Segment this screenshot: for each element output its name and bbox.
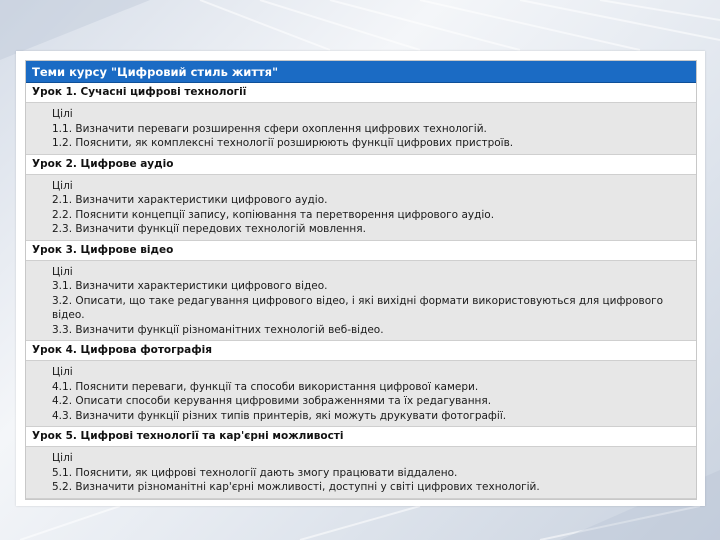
lesson-goals (26, 175, 696, 241)
lessons-list (26, 83, 696, 499)
lesson-goals (26, 361, 696, 427)
goals-label: Цілі (52, 265, 73, 278)
goals-label: Цілі (52, 452, 73, 464)
lesson-title: Урок 4. Цифрова фотографія (26, 341, 696, 361)
lesson-goals (26, 447, 696, 499)
goal-item: 3.3. Визначити функції різноманітних технологій веб-відео. (52, 323, 384, 336)
goal-item: 4.2. Описати способи керування цифровими зображеннями та їх редагування. (52, 395, 492, 407)
lesson-title: Урок 2. Цифрове аудіо (26, 155, 696, 175)
goal-item: 3.1. Визначити характеристики цифрового відео. (52, 280, 328, 292)
goal-item: 1.2. Пояснити, як комплексні технології розширюють функції цифрових пристроїв. (52, 137, 514, 149)
goal-item: 2.3. Визначити функції передових технологій мовлення. (52, 223, 366, 235)
lesson-title: Урок 5. Цифрові технології та кар'єрні можливості (26, 427, 696, 447)
goal-item: 4.1. Пояснити переваги, функції та способи використання цифрової камери. (52, 380, 479, 393)
goal-item: 5.2. Визначити різноманітні кар'єрні можливості, доступні у світі цифрових технологій. (52, 481, 540, 493)
goals-label: Цілі (52, 108, 73, 120)
lesson-title: Урок 3. Цифрове відео (26, 241, 696, 261)
lesson-goals (26, 261, 696, 342)
goal-item: 3.2. Описати, що таке редагування цифрового відео, і які вихідні формати використовуються для цифрового відео. (52, 294, 664, 321)
lesson-title: Урок 1. Сучасні цифрові технології (26, 83, 696, 103)
goal-item: 2.1. Визначити характеристики цифрового аудіо. (52, 194, 328, 206)
goal-item: 5.1. Пояснити, як цифрові технології дають змогу працювати віддалено. (52, 466, 458, 479)
course-topics-table (25, 60, 697, 500)
goal-item: 1.1. Визначити переваги розширення сфери охоплення цифрових технологій. (52, 122, 487, 135)
goal-item: 4.3. Визначити функції різних типів принтерів, які можуть друкувати фотографії. (52, 409, 507, 422)
goals-label: Цілі (52, 179, 73, 192)
goals-label: Цілі (52, 366, 73, 378)
table-title: Теми курсу "Цифровий стиль життя" (26, 61, 696, 83)
lesson-goals (26, 103, 696, 155)
goal-item: 2.2. Пояснити концепції запису, копіювання та перетворення цифрового аудіо. (52, 208, 495, 221)
